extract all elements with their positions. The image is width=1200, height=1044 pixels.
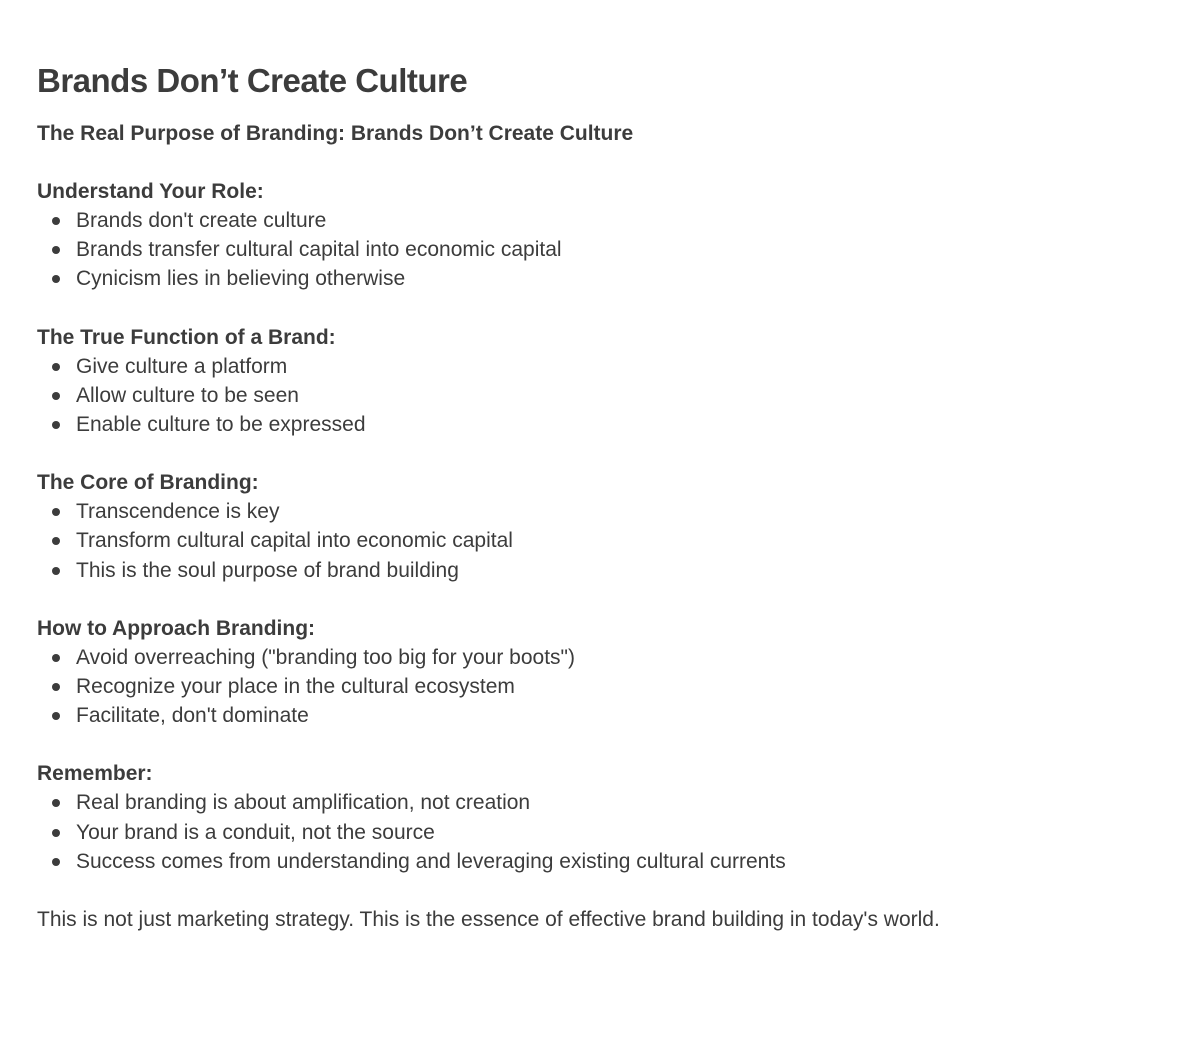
list-item-text: Avoid overreaching ("branding too big for your boots") [76,645,575,669]
list-item [37,701,1200,730]
list-item [37,264,1200,293]
list-item [37,235,1200,264]
list-item-text: Brands transfer cultural capital into economic capital [76,238,562,262]
list-item [37,556,1200,585]
list-item [37,497,1200,526]
bullet-icon [52,508,60,516]
section-heading: Understand Your Role: [37,180,264,203]
section-core-of-branding [37,468,1200,585]
section-understand-your-role [37,177,1200,294]
section-true-function [37,323,1200,440]
bullet-icon [52,217,60,225]
bullet-icon [52,392,60,400]
list-item [37,788,1200,817]
bullet-icon [52,275,60,283]
list-item-text: Transcendence is key [76,500,280,524]
note-subtitle: The Real Purpose of Branding: Brands Don’t Create Culture [37,122,634,145]
bullet-icon [52,683,60,691]
section-heading: Remember: [37,762,153,786]
list-item-text: Facilitate, don't dominate [76,704,309,728]
bullet-list [37,206,1200,294]
list-item-text: Success comes from understanding and leveraging existing cultural currents [76,849,786,873]
section-heading: The Core of Branding: [37,471,259,495]
list-item [37,410,1200,439]
list-item-text: Enable culture to be expressed [76,413,366,437]
list-item-text: Cynicism lies in believing otherwise [76,267,406,291]
section-remember [37,759,1200,876]
bullet-icon [52,799,60,807]
bullet-icon [52,421,60,429]
note-title[interactable]: Brands Don’t Create Culture [37,62,468,99]
list-item-text: Transform cultural capital into economic capital [76,529,513,553]
list-item-text: Brands don't create culture [76,209,327,232]
list-item [37,352,1200,381]
section-heading: How to Approach Branding: [37,616,316,640]
section-heading: The True Function of a Brand: [37,325,336,349]
bullet-list [37,643,1200,731]
list-item [37,526,1200,555]
list-item [37,847,1200,876]
bullet-icon [52,567,60,575]
list-item-text: Real branding is about amplification, not creation [76,791,531,815]
bullet-icon [52,654,60,662]
bullet-list [37,497,1200,585]
bullet-list [37,788,1200,876]
closing-paragraph: This is not just marketing strategy. This is the essence of effective brand building in today's world. [37,908,940,932]
list-item [37,818,1200,847]
list-item-text: Recognize your place in the cultural ecosystem [76,675,515,699]
list-item [37,206,1200,235]
list-item-text: Your brand is a conduit, not the source [76,820,435,844]
list-item [37,672,1200,701]
section-how-to-approach [37,614,1200,731]
bullet-icon [52,363,60,371]
list-item-text: Give culture a platform [76,354,288,378]
bullet-list [37,352,1200,440]
list-item [37,643,1200,672]
list-item-text: Allow culture to be seen [76,383,299,407]
bullet-icon [52,246,60,254]
bullet-icon [52,858,60,866]
bullet-icon [52,537,60,545]
list-item-text: This is the soul purpose of brand building [76,558,459,582]
bullet-icon [52,712,60,720]
bullet-icon [52,829,60,837]
list-item [37,381,1200,410]
